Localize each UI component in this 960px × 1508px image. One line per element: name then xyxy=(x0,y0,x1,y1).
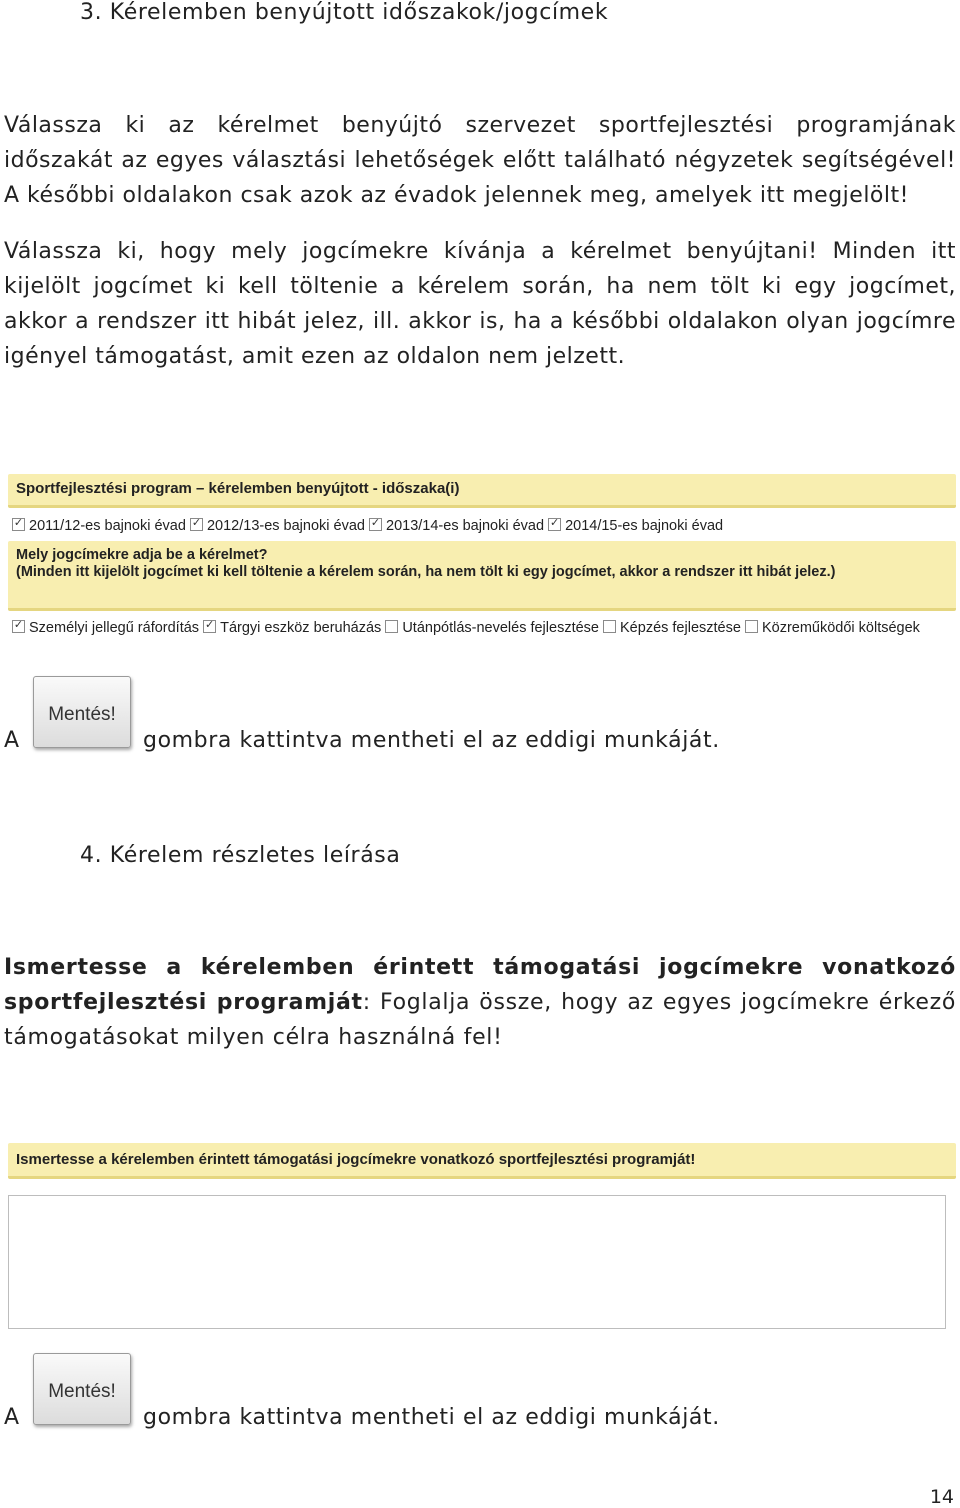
description-title: Ismertesse a kérelemben érintett támogatási jogcímekre vonatkozó sportfejlesztési programját! xyxy=(16,1151,696,1168)
section-4-text xyxy=(4,950,956,1055)
section-3-text xyxy=(4,108,956,374)
section-4-heading: 4. Kérelem részletes leírása xyxy=(80,843,401,868)
titles-checkbox-row xyxy=(8,611,956,637)
checkbox-icon[interactable] xyxy=(369,518,382,531)
titles-instruction: Válassza ki, hogy mely jogcímekre kívánja a kérelmet benyújtani! Minden itt kijelölt jogcímet ki kell töltenie a kérelem során, ha nem tölt ki egy jogcímet, akkor a rendszer itt hibát jelez, ill. akkor is, ha a későbbi oldalakon olyan jogcímre igényel támogatást, amit ezen az oldalon nem jelzett. xyxy=(4,239,956,369)
checkbox-icon[interactable] xyxy=(190,518,203,531)
description-instruction: : Foglalja össze, hogy az egyes jogcímekre érkező támogatásokat milyen célra használná fel! xyxy=(4,990,956,1050)
checkbox-icon[interactable] xyxy=(203,620,216,633)
save-button[interactable]: Mentés! xyxy=(33,1353,131,1425)
description-textarea[interactable] xyxy=(8,1195,946,1329)
season-option-1[interactable]: ✓2011/12-es bajnoki évad xyxy=(12,518,186,534)
section-3-heading: 3. Kérelemben benyújtott időszakok/jogcímek xyxy=(80,0,609,25)
checkbox-icon[interactable] xyxy=(385,620,398,633)
checkbox-icon[interactable] xyxy=(745,620,758,633)
season-checkbox-row xyxy=(8,508,956,535)
description-instruction-bold: Ismertesse a kérelemben érintett támogatási jogcímekre vonatkozó sportfejlesztési programját xyxy=(4,955,956,1015)
title-option-contributor[interactable]: Közreműködői költségek xyxy=(745,620,920,636)
save-instruction-1 xyxy=(4,676,904,768)
season-option-3[interactable]: ✓ 2013/14-es bajnoki évad xyxy=(369,518,544,534)
description-form xyxy=(8,1143,956,1329)
period-and-titles-form xyxy=(8,474,956,637)
titles-question-note: (Minden itt kijelölt jogcímet ki kell töltenie a kérelem során, ha nem tölt ki egy jogcímet, akkor a rendszer itt hibát jelez.) xyxy=(16,564,836,580)
checkbox-icon[interactable] xyxy=(12,518,25,531)
description-title-bar xyxy=(8,1143,956,1179)
checkbox-icon[interactable] xyxy=(603,620,616,633)
page-number: 14 xyxy=(929,1486,954,1508)
titles-question-bar xyxy=(8,541,956,611)
title-option-assets[interactable]: ✓ Tárgyi eszköz beruházás xyxy=(203,620,381,636)
titles-question: Mely jogcímekre adja be a kérelmet? xyxy=(16,547,268,563)
title-option-youth[interactable]: Utánpótlás-nevelés fejlesztése xyxy=(385,620,599,636)
checkbox-icon[interactable] xyxy=(548,518,561,531)
save-instruction-text: gombra kattintva mentheti el az eddigi munkáját. xyxy=(143,1405,720,1430)
save-prefix: A xyxy=(4,728,20,753)
period-title-bar xyxy=(8,474,956,508)
title-option-training[interactable]: Képzés fejlesztése xyxy=(603,620,741,636)
season-option-4[interactable]: ✓ 2014/15-es bajnoki évad xyxy=(548,518,723,534)
save-button[interactable]: Mentés! xyxy=(33,676,131,748)
checkbox-icon[interactable] xyxy=(12,620,25,633)
period-title: Sportfejlesztési program – kérelemben benyújtott - időszaka(i) xyxy=(16,480,460,497)
title-option-personal[interactable]: ✓Személyi jellegű ráfordítás xyxy=(12,620,199,636)
season-option-2[interactable]: ✓ 2012/13-es bajnoki évad xyxy=(190,518,365,534)
period-instruction: Válassza ki az kérelmet benyújtó szervezet sportfejlesztési programjának időszakát az egyes választási lehetőségek előtt található négyzetek segítségével! A későbbi oldalakon csak azok az évadok jelennek meg, amelyek itt megjelölt! xyxy=(4,113,956,208)
save-instruction-text: gombra kattintva mentheti el az eddigi munkáját. xyxy=(143,728,720,753)
save-prefix: A xyxy=(4,1405,20,1430)
save-instruction-2 xyxy=(4,1353,904,1445)
